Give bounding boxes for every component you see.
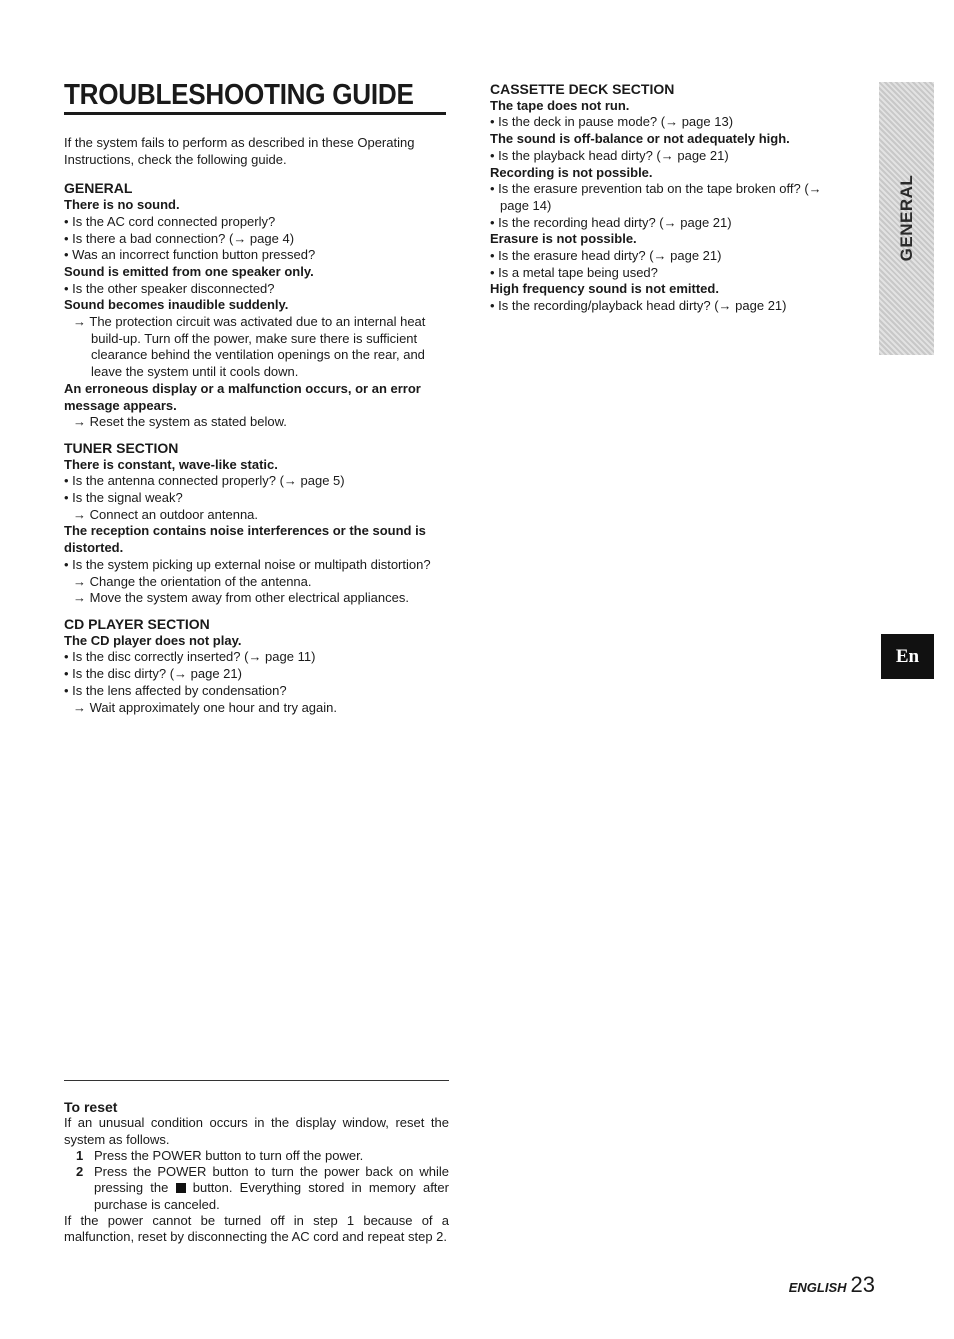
section-cd-player bbox=[64, 616, 450, 716]
check-item: • Is the playback head dirty? (→ page 21) bbox=[490, 147, 729, 163]
question: There is no sound. bbox=[64, 197, 180, 213]
question: Erasure is not possible. bbox=[490, 231, 637, 247]
page-number: 23 bbox=[850, 1272, 875, 1297]
question: The sound is off-balance or not adequately high. bbox=[490, 131, 790, 147]
question: Sound is emitted from one speaker only. bbox=[64, 263, 314, 279]
right-column bbox=[490, 81, 830, 315]
left-column bbox=[64, 78, 450, 716]
question: The tape does not run. bbox=[490, 97, 630, 113]
reset-intro: If an unusual condition occurs in the display window, reset the system as follows. bbox=[64, 1115, 449, 1147]
check-item: • Is the lens affected by condensation? bbox=[64, 682, 287, 698]
check-item: • Is the erasure prevention tab on the tape broken off? (→ page 14) bbox=[490, 181, 822, 213]
step-text: button. Everything stored in memory after purchase is canceled. bbox=[94, 1180, 449, 1212]
reset-step-2 bbox=[64, 1164, 449, 1213]
check-item: • Is the AC cord connected properly? bbox=[64, 213, 276, 229]
reset-heading: To reset bbox=[64, 1099, 118, 1115]
question: The reception contains noise interferences or the sound is distorted. bbox=[64, 523, 426, 556]
question: Recording is not possible. bbox=[490, 164, 653, 180]
question: Sound becomes inaudible suddenly. bbox=[64, 297, 289, 313]
remedy-item: → Wait approximately one hour and try again. bbox=[73, 699, 337, 715]
remedy-item: → Reset the system as stated below. bbox=[73, 414, 287, 430]
footer-language: ENGLISH bbox=[788, 1280, 847, 1295]
check-item: • Is a metal tape being used? bbox=[490, 264, 658, 280]
check-item: • Is the recording head dirty? (→ page 21) bbox=[490, 214, 732, 230]
check-item: • Is the disc dirty? (→ page 21) bbox=[64, 666, 242, 682]
reset-outro: If the power cannot be turned off in step 1 because of a malfunction, reset by disconnecting the AC cord and repeat step 2. bbox=[64, 1213, 449, 1245]
section-general bbox=[64, 180, 450, 431]
section-cassette-deck bbox=[490, 81, 830, 315]
question: The CD player does not play. bbox=[64, 632, 242, 648]
general-tab-label: GENERAL bbox=[896, 174, 916, 262]
language-tab: En bbox=[881, 634, 934, 679]
question: There is constant, wave-like static. bbox=[64, 456, 278, 472]
remedy-item: → Connect an outdoor antenna. bbox=[73, 506, 259, 522]
check-item: • Is there a bad connection? (→ page 4) bbox=[64, 230, 295, 246]
section-heading: CASSETTE DECK SECTION bbox=[490, 81, 675, 97]
step-number: 2 bbox=[76, 1164, 84, 1180]
page-title: TROUBLESHOOTING GUIDE bbox=[64, 79, 414, 111]
check-item: • Was an incorrect function button pressed? bbox=[64, 247, 316, 263]
reset-step-1 bbox=[64, 1148, 449, 1164]
check-item: • Is the disc correctly inserted? (→ page 11) bbox=[64, 649, 316, 665]
check-item: • Is the antenna connected properly? (→ page 5) bbox=[64, 473, 345, 489]
check-item: • Is the other speaker disconnected? bbox=[64, 280, 275, 296]
intro-text: If the system fails to perform as described in these Operating Instructions, check the following guide. bbox=[64, 135, 415, 167]
question: High frequency sound is not emitted. bbox=[490, 281, 719, 297]
check-item: • Is the signal weak? bbox=[64, 490, 183, 506]
divider bbox=[64, 1080, 449, 1081]
general-side-tab bbox=[879, 82, 934, 355]
reset-instructions bbox=[64, 1080, 449, 1246]
step-number: 1 bbox=[76, 1147, 84, 1163]
remedy-item: → The protection circuit was activated due to an internal heat build-up. Turn off the power, make sure there is sufficient clearance behind the ventilation openings on the rear, and leave the system until it cools down. bbox=[73, 314, 426, 380]
step-text: Press the POWER button to turn off the power. bbox=[94, 1147, 364, 1163]
question: An erroneous display or a malfunction occurs, or an error message appears. bbox=[64, 380, 421, 413]
page-footer bbox=[789, 1272, 875, 1298]
remedy-item: → Change the orientation of the antenna. bbox=[73, 573, 312, 589]
check-item: • Is the recording/playback head dirty? (→ page 21) bbox=[490, 298, 787, 314]
check-item: • Is the deck in pause mode? (→ page 13) bbox=[490, 114, 734, 130]
check-item: • Is the erasure head dirty? (→ page 21) bbox=[490, 248, 722, 264]
section-heading: GENERAL bbox=[64, 180, 133, 197]
stop-square-icon bbox=[176, 1183, 186, 1193]
title-underline bbox=[64, 112, 446, 115]
check-item: • Is the system picking up external noise or multipath distortion? bbox=[64, 556, 431, 572]
section-heading: TUNER SECTION bbox=[64, 439, 179, 456]
section-heading: CD PLAYER SECTION bbox=[64, 615, 210, 632]
section-tuner bbox=[64, 440, 450, 607]
remedy-item: → Move the system away from other electrical appliances. bbox=[73, 590, 409, 606]
step-text: Press the POWER button to turn the power back on while pressing the bbox=[94, 1164, 449, 1196]
